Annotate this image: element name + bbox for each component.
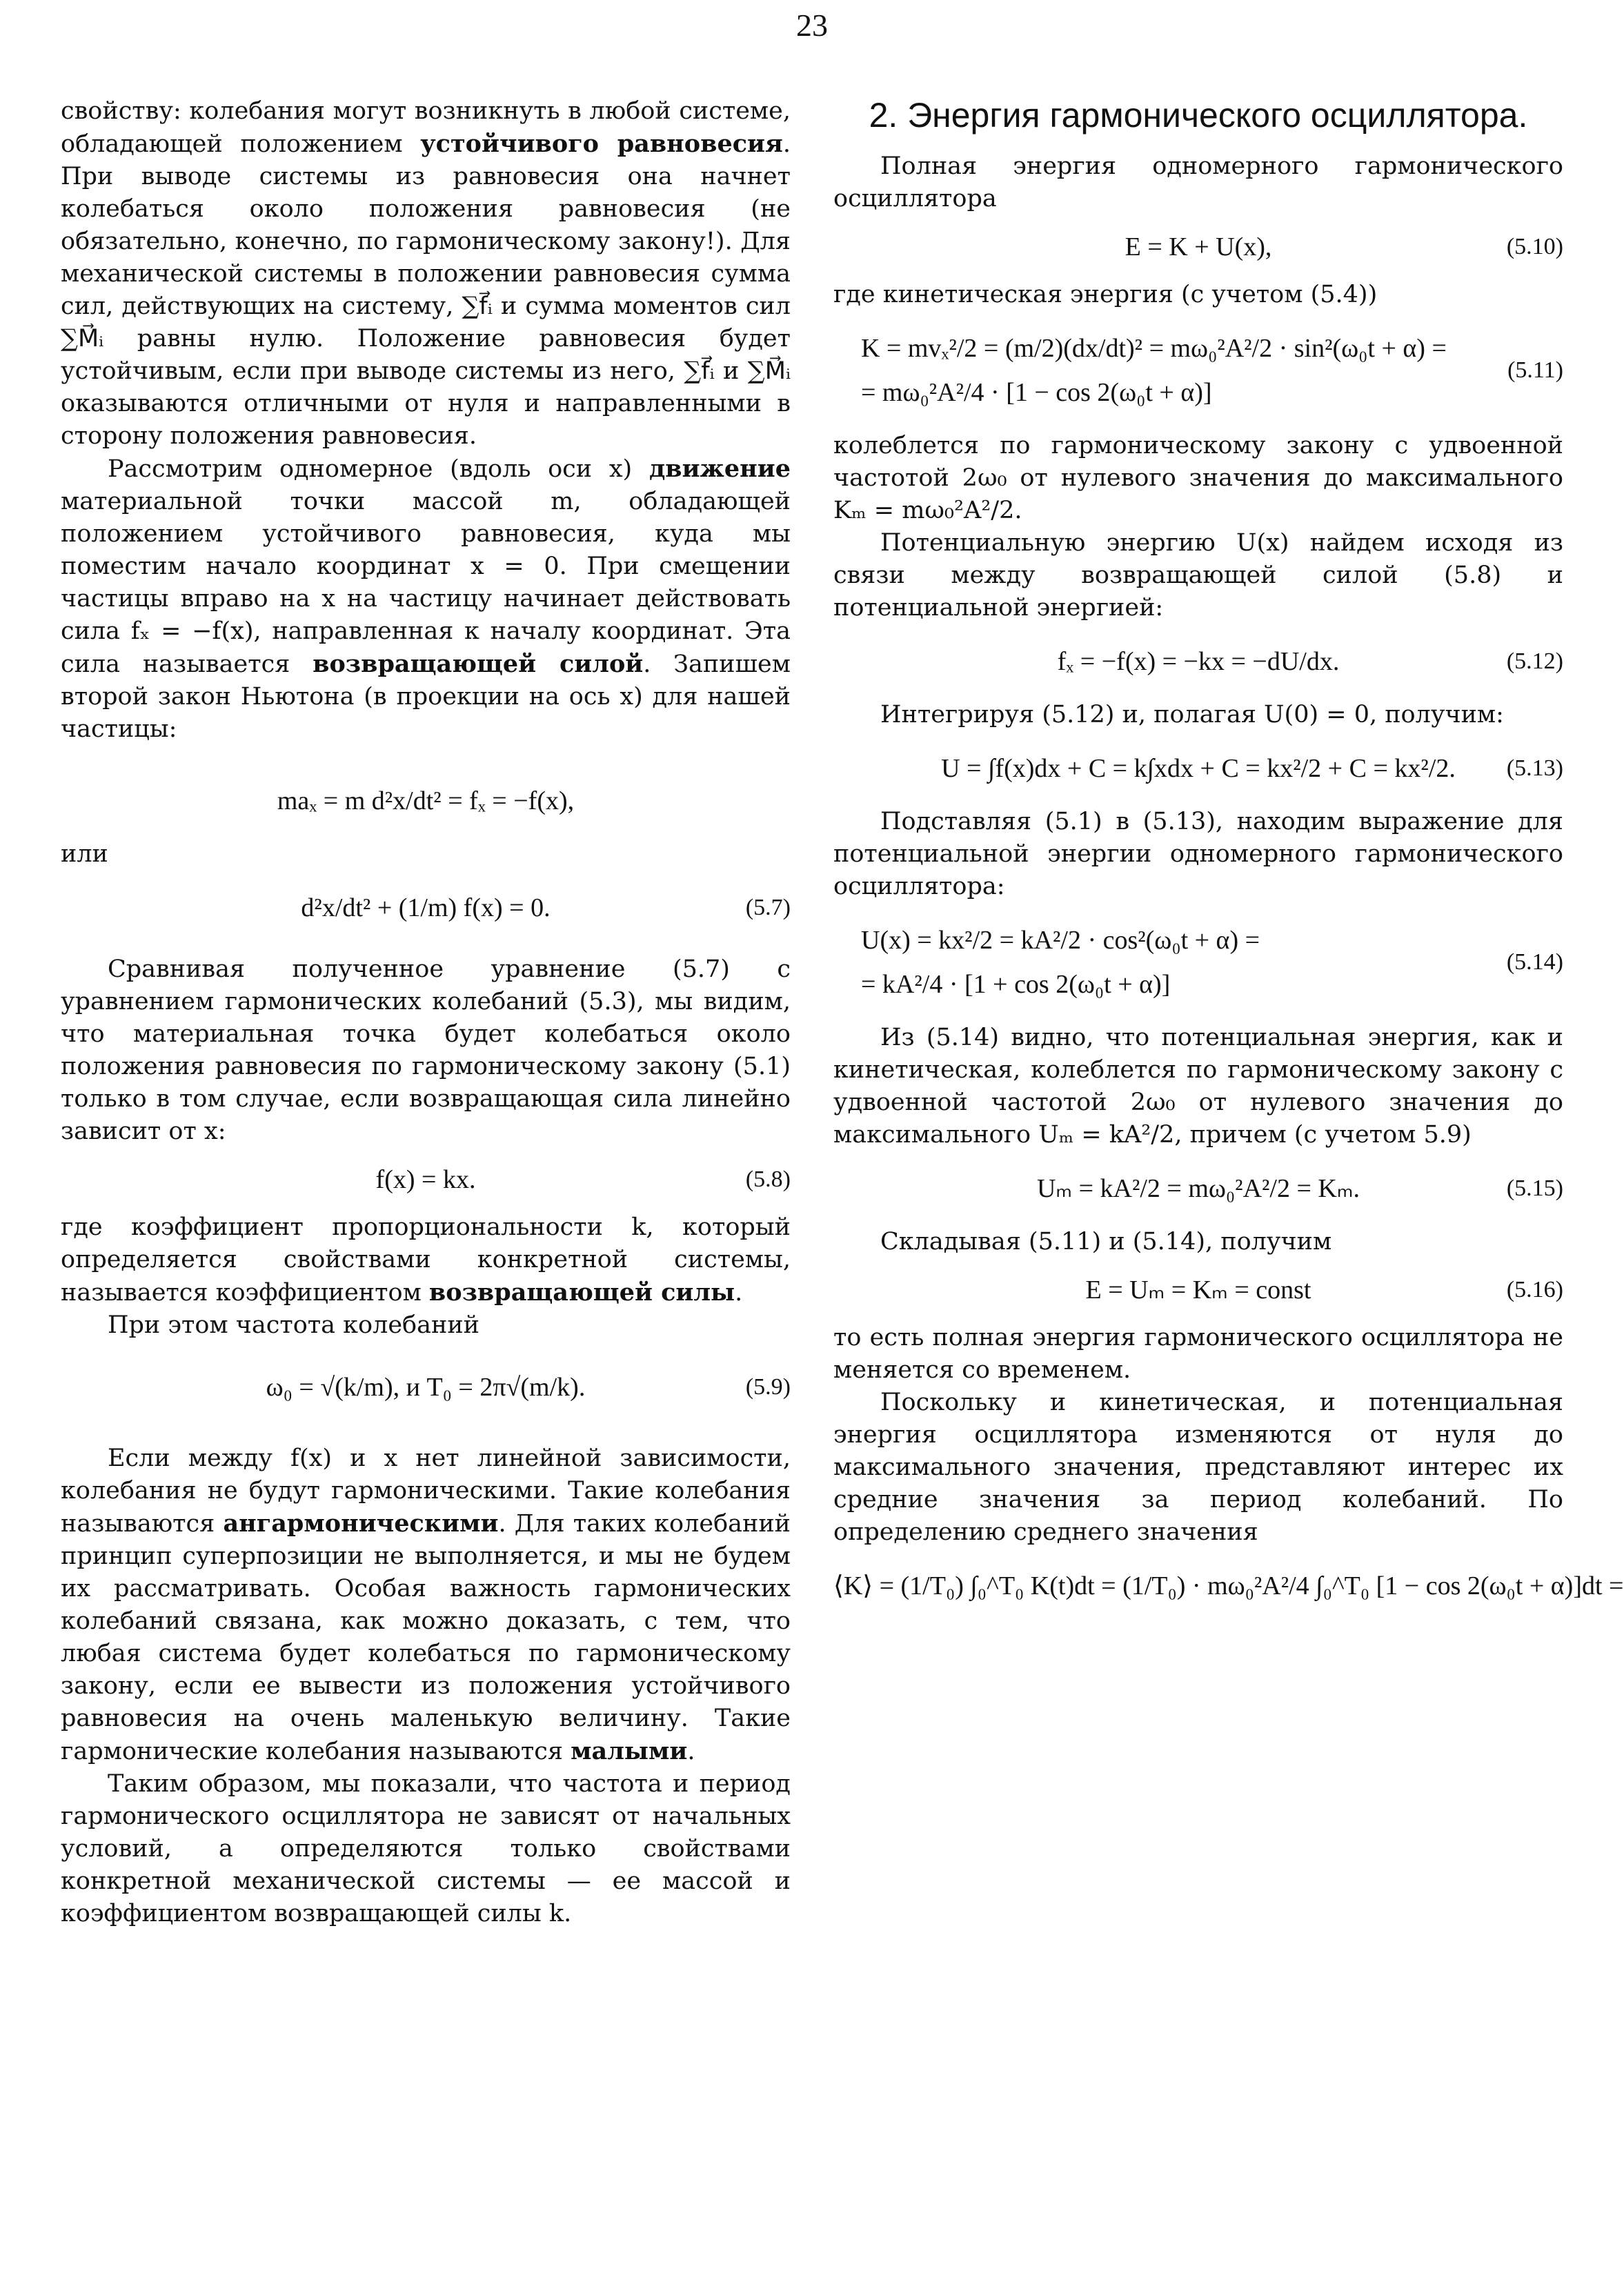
equation-average-kinetic: ⟨K⟩ = (1/T₀) ∫₀^T₀ K(t)dt = (1/T₀) · mω₀²A²/4 ∫₀^T₀ [1 − cos 2(ω₀t + α)]dt =: [833, 1571, 1624, 1600]
equation-number: (5.10): [1506, 234, 1563, 259]
equation-5-13: U = ∫f(x)dx + C = k∫xdx + C = kx²/2 + C = kx²/2. (5.13): [833, 746, 1563, 791]
equation-number: (5.13): [1506, 755, 1563, 781]
equation-5-12: fₓ = −f(x) = −kx = −dU/dx. (5.12): [833, 639, 1563, 684]
paragraph: где коэффициент пропорциональности k, который определяется свойствами конкретной системы, называется коэффициентом возвращающей силы.: [61, 1213, 791, 1307]
paragraph: Если между f(x) и x нет линейной зависимости, колебания не будут гармоническими. Такие колебания называются ангармоническими. Для таких колебаний принцип суперпозиции не выполняется, и мы не будем их рассматривать. Особая важность гармонических колебаний связана, как можно доказать, с тем, что любая система будет колебаться по гармоническому закону, если ее вывести из положения устойчивого равновесия на очень маленькую величину. Такие гармонические колебания называются малыми.: [61, 1445, 791, 1765]
equation-number: (5.11): [1507, 357, 1563, 383]
paragraph: Складывая (5.11) и (5.14), получим: [880, 1228, 1332, 1256]
page-number: 23: [796, 8, 828, 43]
paragraph: Таким образом, мы показали, что частота и период гармонического осциллятора не зависят от начальных условий, а определяются только свойствами конкретной механической системы — ее массой и коэффициентом возвращающей силы k.: [61, 1770, 791, 1927]
equation-newton: maₓ = m d²x/dt² = fₓ = −f(x),: [277, 786, 575, 815]
equation-5-14: U(x) = kx²/2 = kA²/2 · cos²(ω₀t + α) = = kA²/4 · [1 + cos 2(ω₀t + α)] (5.14): [861, 926, 1563, 999]
paragraph: Полная энергия одномерного гармонического осциллятора: [833, 152, 1563, 212]
paragraph: Поскольку и кинетическая, и потенциальная энергия осциллятора изменяются от нуля до максимального значения, представляют интерес их средние значения за период колебаний. По определению среднего значения: [833, 1389, 1563, 1546]
paragraph: Рассмотрим одномерное (вдоль оси x) движение материальной точки массой m, обладающей положением устойчивого равновесия, куда мы поместим начало координат x = 0. При смещении частицы вправо на x на частицу начинает действовать сила fₓ = −f(x), направленная к началу координат. Эта сила называется возвращающей силой. Запишем второй закон Ньютона (в проекции на ось x) для нашей частицы:: [61, 455, 791, 743]
or-word: или: [61, 840, 108, 868]
equation-number: (5.7): [745, 895, 791, 920]
equation-5-7: d²x/dt² + (1/m) f(x) = 0. (5.7): [61, 886, 791, 930]
equation-number: (5.16): [1506, 1277, 1563, 1302]
paragraph: свойству: колебания могут возникнуть в любой системе, обладающей положением устойчивого равновесия. При выводе системы из равновесия она начнет колебаться около положения равновесия (не обязательно, конечно, по гармоническому закону!). Для механической системы в положении равновесия сумма сил, действующих на систему, ∑f⃗ᵢ и сумма моментов сил ∑M⃗ᵢ равны нулю. Положение равновесия будет устойчивым, если при выводе системы из него, ∑f⃗ᵢ и ∑M⃗ᵢ оказываются отличными от нуля и направленными в сторону положения равновесия.: [61, 97, 791, 450]
paragraph: При этом частота колебаний: [108, 1311, 479, 1339]
equation-5-9: ω₀ = √(k/m), и T₀ = 2π√(m/k). (5.9): [61, 1365, 791, 1409]
equation-5-11: K = mvₓ²/2 = (m/2)(dx/dt)² = mω₀²A²/2 · sin²(ω₀t + α) = = mω₀²A²/4 · [1 − cos 2(ω₀t + α)] (5.11): [861, 334, 1563, 407]
equation-number: (5.15): [1506, 1175, 1563, 1201]
paragraph: Сравнивая полученное уравнение (5.7) с уравнением гармонических колебаний (5.3), мы видим, что материальная точка будет колебаться около положения равновесия по гармоническому закону (5.1) только в том случае, если возвращающая сила линейно зависит от x:: [61, 955, 791, 1145]
paragraph: Подставляя (5.1) в (5.13), находим выражение для потенциальной энергии одномерного гармонического осциллятора:: [833, 808, 1563, 900]
equation-5-8: f(x) = kx. (5.8): [61, 1163, 791, 1196]
paragraph: колеблется по гармоническому закону с удвоенной частотой 2ω₀ от нулевого значения до максимального Kₘ = mω₀²A²/2.: [833, 432, 1563, 524]
paragraph: где кинетическая энергия (с учетом (5.4)): [833, 281, 1378, 308]
paragraph: Интегрируя (5.12) и, полагая U(0) = 0, получим:: [880, 701, 1504, 728]
left-column: [61, 95, 791, 1930]
equation-number: (5.8): [745, 1167, 791, 1192]
paragraph: Потенциальную энергию U(x) найдем исходя из связи между возвращающей силой (5.8) и потенциальной энергией:: [833, 529, 1563, 622]
paragraph: Из (5.14) видно, что потенциальная энергия, как и кинетическая, колеблется по гармоническому закону с удвоенной частотой 2ω₀ от нулевого значения до максимального Uₘ = kA²/2, причем (с учетом 5.9): [833, 1024, 1563, 1149]
paragraph: то есть полная энергия гармонического осциллятора не меняется со временем.: [833, 1324, 1563, 1384]
equation-5-16: E = Uₘ = Kₘ = const (5.16): [833, 1273, 1563, 1307]
equation-number: (5.12): [1506, 648, 1563, 674]
section-heading: 2. Энергия гармонического осциллятора.: [869, 96, 1528, 135]
equation-number: (5.9): [745, 1374, 791, 1400]
right-column: [833, 95, 1624, 1623]
equation-5-15: Uₘ = kA²/2 = mω₀²A²/2 = Kₘ. (5.15): [833, 1167, 1563, 1211]
equation-5-10: E = K + U(x), (5.10): [833, 230, 1563, 264]
equation-number: (5.14): [1506, 949, 1563, 975]
